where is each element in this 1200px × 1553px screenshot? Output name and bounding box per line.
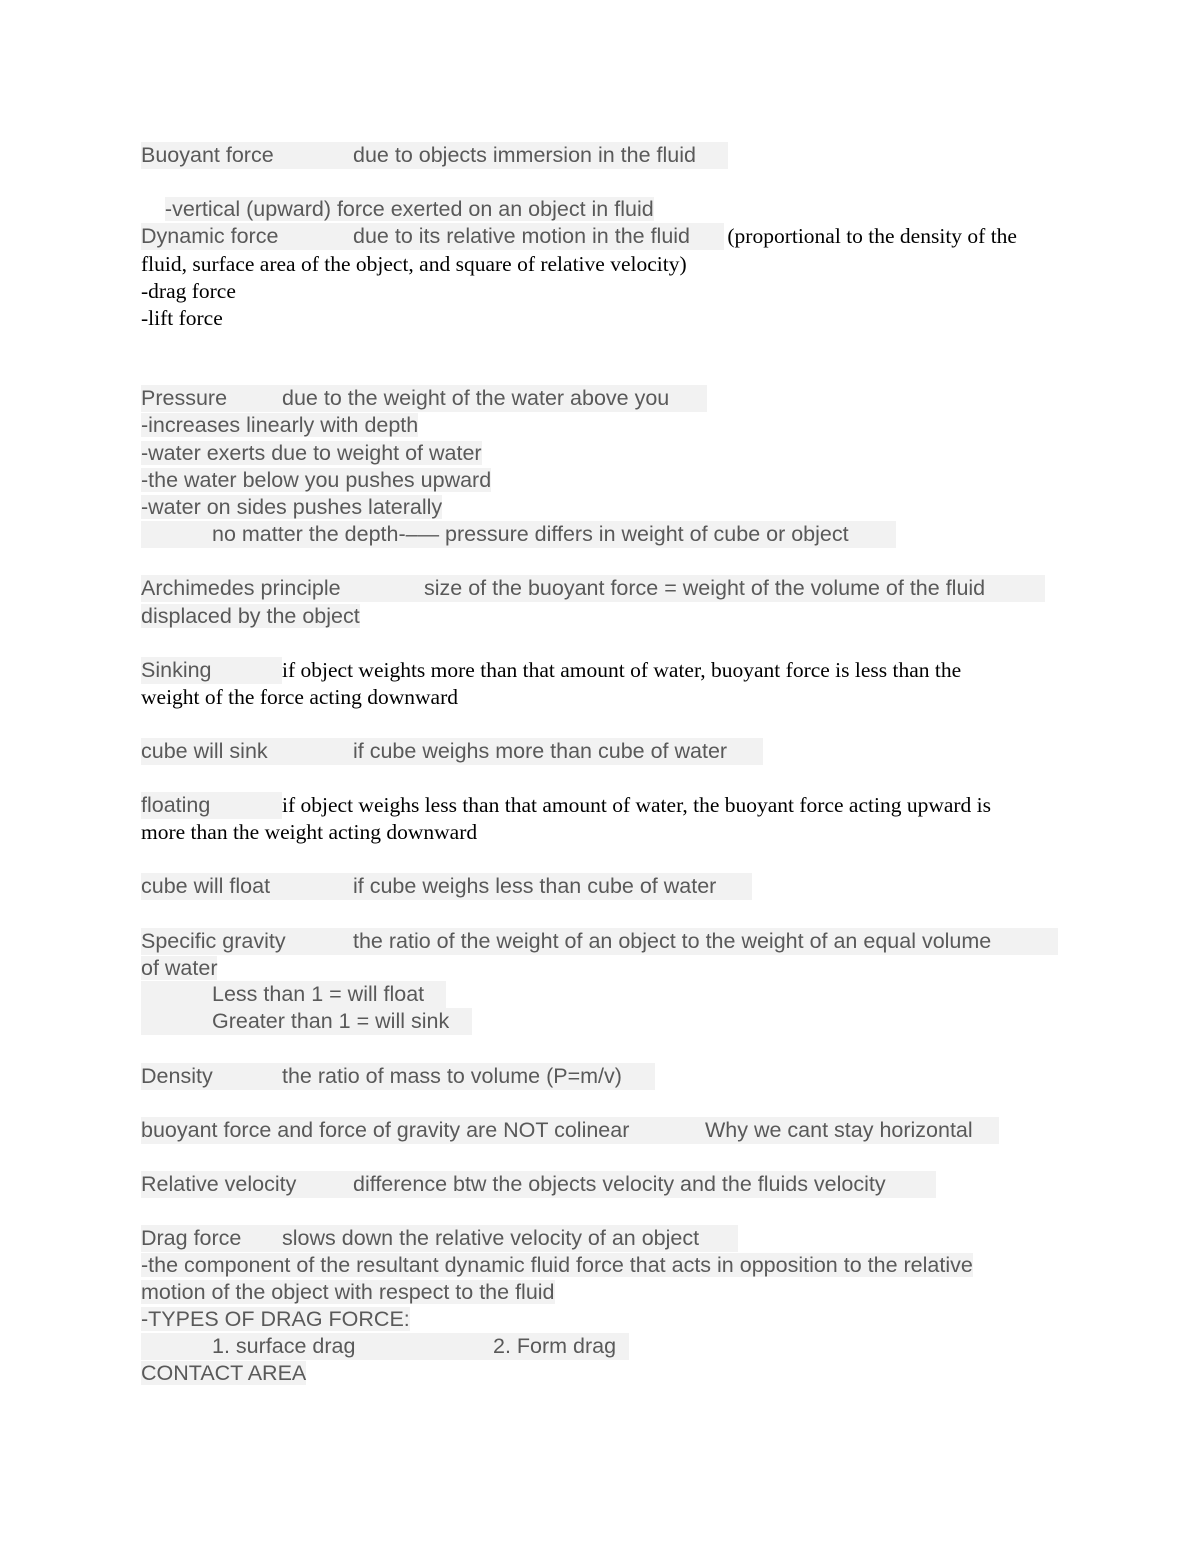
specific-gravity-sub-1: Less than 1 = will float bbox=[141, 981, 165, 1008]
buoyant-detail-text: -vertical (upward) force exerted on an object in fluid bbox=[164, 197, 654, 221]
dynamic-force-note: (proportional to the density of the bbox=[722, 224, 1017, 248]
term-relative-velocity: Relative velocity bbox=[141, 1172, 297, 1196]
cube-sink-line bbox=[141, 738, 728, 765]
pressure-bullet-4: -water on sides pushes laterally bbox=[141, 495, 443, 519]
def-buoyant-force: due to objects immersion in the fluid bbox=[353, 143, 696, 167]
archimedes-line-2: displaced by the object bbox=[141, 604, 360, 628]
def-cube-float: if cube weighs less than cube of water bbox=[353, 874, 717, 898]
def-cube-sink: if cube weighs more than cube of water bbox=[353, 739, 728, 763]
def-archimedes: size of the buoyant force = weight of the volume of the fluid bbox=[424, 576, 986, 600]
term-pressure: Pressure bbox=[141, 386, 228, 410]
buoyant-force-detail bbox=[141, 169, 654, 221]
drag-contact-area: CONTACT AREA bbox=[141, 1361, 307, 1385]
specific-gravity-line-2: of water bbox=[141, 956, 218, 980]
term-specific-gravity: Specific gravity bbox=[141, 929, 286, 953]
term-dynamic-force: Dynamic force bbox=[141, 224, 279, 248]
term-floating: floating bbox=[141, 793, 211, 817]
pressure-indent-text: no matter the depth-–— pressure differs in weight of cube or object bbox=[212, 522, 849, 546]
term-drag-force: Drag force bbox=[141, 1226, 242, 1250]
pressure-bullet-3: -the water below you pushes upward bbox=[141, 468, 492, 492]
term-cube-float: cube will float bbox=[141, 874, 271, 898]
drag-types-heading: -TYPES OF DRAG FORCE: bbox=[141, 1307, 410, 1331]
term-archimedes: Archimedes principle bbox=[141, 576, 341, 600]
drag-force-line-3: motion of the object with respect to the fluid bbox=[141, 1280, 555, 1304]
term-colinear: buoyant force and force of gravity are NOT colinear bbox=[141, 1118, 630, 1142]
relative-velocity-line bbox=[141, 1171, 886, 1198]
pressure-line bbox=[141, 385, 670, 412]
sinking-line bbox=[141, 657, 962, 684]
def-floating: if object weighs less than that amount of water, the buoyant force acting upward is bbox=[282, 793, 992, 817]
cube-float-line bbox=[141, 873, 717, 900]
def-relative-velocity: difference btw the objects velocity and the fluids velocity bbox=[353, 1172, 886, 1196]
buoyant-force-line bbox=[141, 142, 696, 169]
drag-types-line bbox=[141, 1333, 617, 1360]
drag-force-line bbox=[141, 1225, 700, 1252]
term-density: Density bbox=[141, 1064, 213, 1088]
term-sinking: Sinking bbox=[141, 658, 212, 682]
def-dynamic-force: due to its relative motion in the fluid bbox=[353, 224, 691, 248]
dynamic-force-note-cont: fluid, surface area of the object, and square of relative velocity) bbox=[141, 252, 687, 276]
def-drag-force: slows down the relative velocity of an object bbox=[282, 1226, 700, 1250]
pressure-indent-note bbox=[141, 521, 849, 548]
dynamic-bullet-lift: -lift force bbox=[141, 306, 223, 330]
specific-gravity-sub-2: Greater than 1 = will sink bbox=[141, 1008, 165, 1035]
archimedes-line bbox=[141, 575, 986, 602]
def-specific-gravity: the ratio of the weight of an object to the weight of an equal volume bbox=[353, 929, 992, 953]
drag-type-surface: 1. surface drag bbox=[212, 1334, 356, 1358]
colinear-line bbox=[141, 1117, 973, 1144]
def-pressure: due to the weight of the water above you bbox=[282, 386, 670, 410]
floating-line bbox=[141, 792, 992, 819]
sinking-line-2: weight of the force acting downward bbox=[141, 685, 459, 709]
drag-type-form: 2. Form drag bbox=[493, 1334, 617, 1358]
specific-gravity-line bbox=[141, 928, 992, 955]
def-colinear: Why we cant stay horizontal bbox=[705, 1118, 973, 1142]
floating-line-2: more than the weight acting downward bbox=[141, 820, 478, 844]
term-buoyant-force: Buoyant force bbox=[141, 143, 274, 167]
drag-force-line-2: -the component of the resultant dynamic fluid force that acts in opposition to the relative bbox=[141, 1253, 973, 1277]
term-cube-sink: cube will sink bbox=[141, 739, 268, 763]
pressure-bullet-1: -increases linearly with depth bbox=[141, 413, 419, 437]
pressure-bullet-2: -water exerts due to weight of water bbox=[141, 441, 482, 465]
dynamic-force-line bbox=[141, 223, 1017, 250]
dynamic-bullet-drag: -drag force bbox=[141, 279, 236, 303]
def-density: the ratio of mass to volume (P=m/v) bbox=[282, 1064, 622, 1088]
density-line bbox=[141, 1063, 622, 1090]
def-sinking: if object weights more than that amount of water, buoyant force is less than the bbox=[282, 658, 962, 682]
